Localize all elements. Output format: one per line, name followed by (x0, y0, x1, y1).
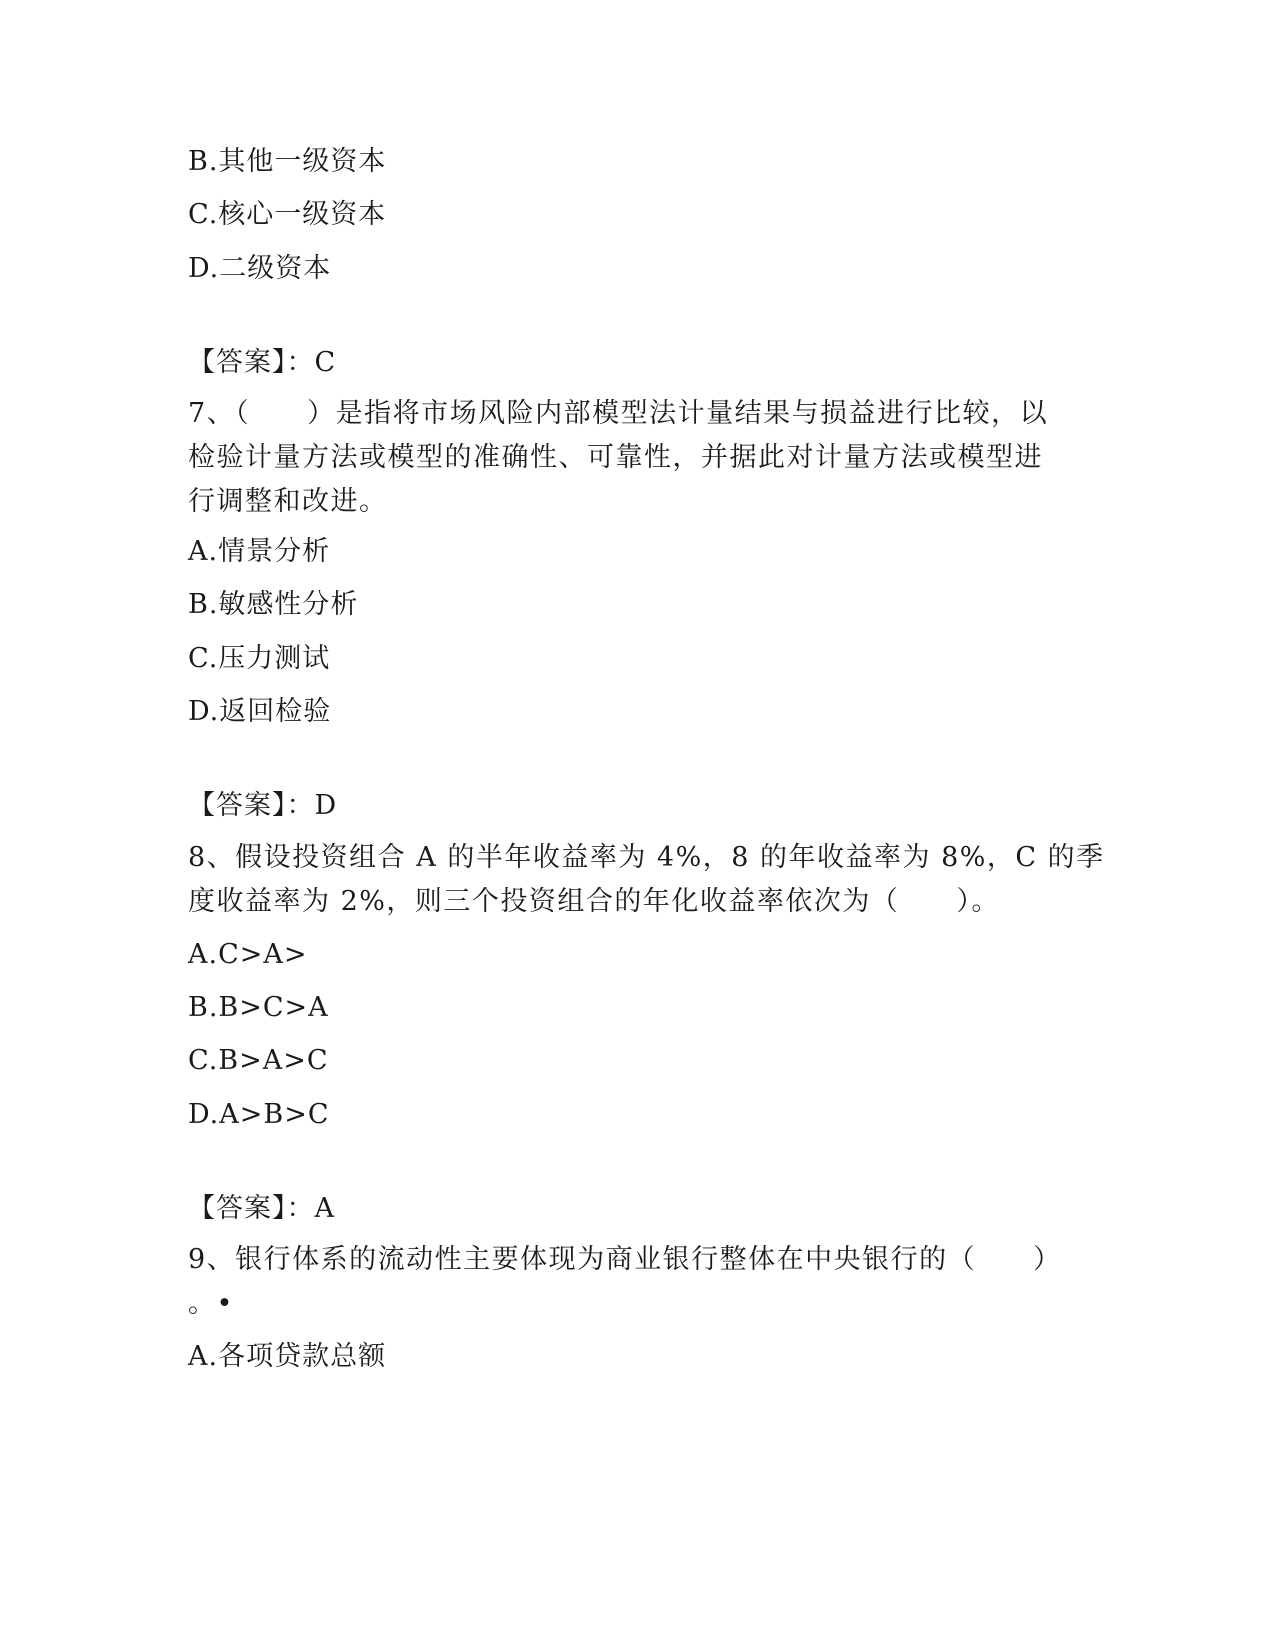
q8-option-a: A.C>A> (188, 939, 308, 970)
q8-answer: 【答案】：A (188, 1193, 335, 1224)
q7-option-c: C.压力测试 (188, 643, 331, 674)
q7-line-1: 7、（ ）是指将市场风险内部模型法计量结果与损益进行比较，以 (188, 398, 1049, 429)
q9-line-1: 9、银行体系的流动性主要体现为商业银行整体在中央银行的（ ） (188, 1244, 1062, 1275)
q8-option-d: D.A>B>C (188, 1099, 330, 1130)
q6-option-d: D.二级资本 (188, 253, 332, 284)
q7-option-b: B.敏感性分析 (188, 589, 359, 620)
q9-line-2: 。• (188, 1288, 234, 1319)
q9-option-a: A.各项贷款总额 (188, 1341, 387, 1372)
q8-option-c: C.B>A>C (188, 1045, 329, 1076)
q6-answer: 【答案】：C (188, 347, 337, 378)
q8-option-b: B.B>C>A (188, 992, 329, 1023)
q7-line-2: 检验计量方法或模型的准确性、可靠性，并据此对计量方法或模型进 (188, 442, 1043, 473)
q9-question (188, 1238, 1068, 1326)
q8-line-1: 8、假设投资组合 A 的半年收益率为 4%，8 的年收益率为 8%，C 的季 (188, 842, 1105, 873)
q8-question (188, 836, 1105, 924)
q7-option-a: A.情景分析 (188, 536, 331, 567)
q7-answer: 【答案】：D (188, 790, 338, 821)
q7-question (188, 392, 1068, 524)
q6-option-b: B.其他一级资本 (188, 146, 387, 177)
q7-line-3: 行调整和改进。 (188, 486, 388, 517)
q6-option-c: C.核心一级资本 (188, 199, 387, 230)
q7-option-d: D.返回检验 (188, 696, 332, 727)
q8-line-2: 度收益率为 2%，则三个投资组合的年化收益率依次为（ ）。 (188, 886, 1000, 917)
